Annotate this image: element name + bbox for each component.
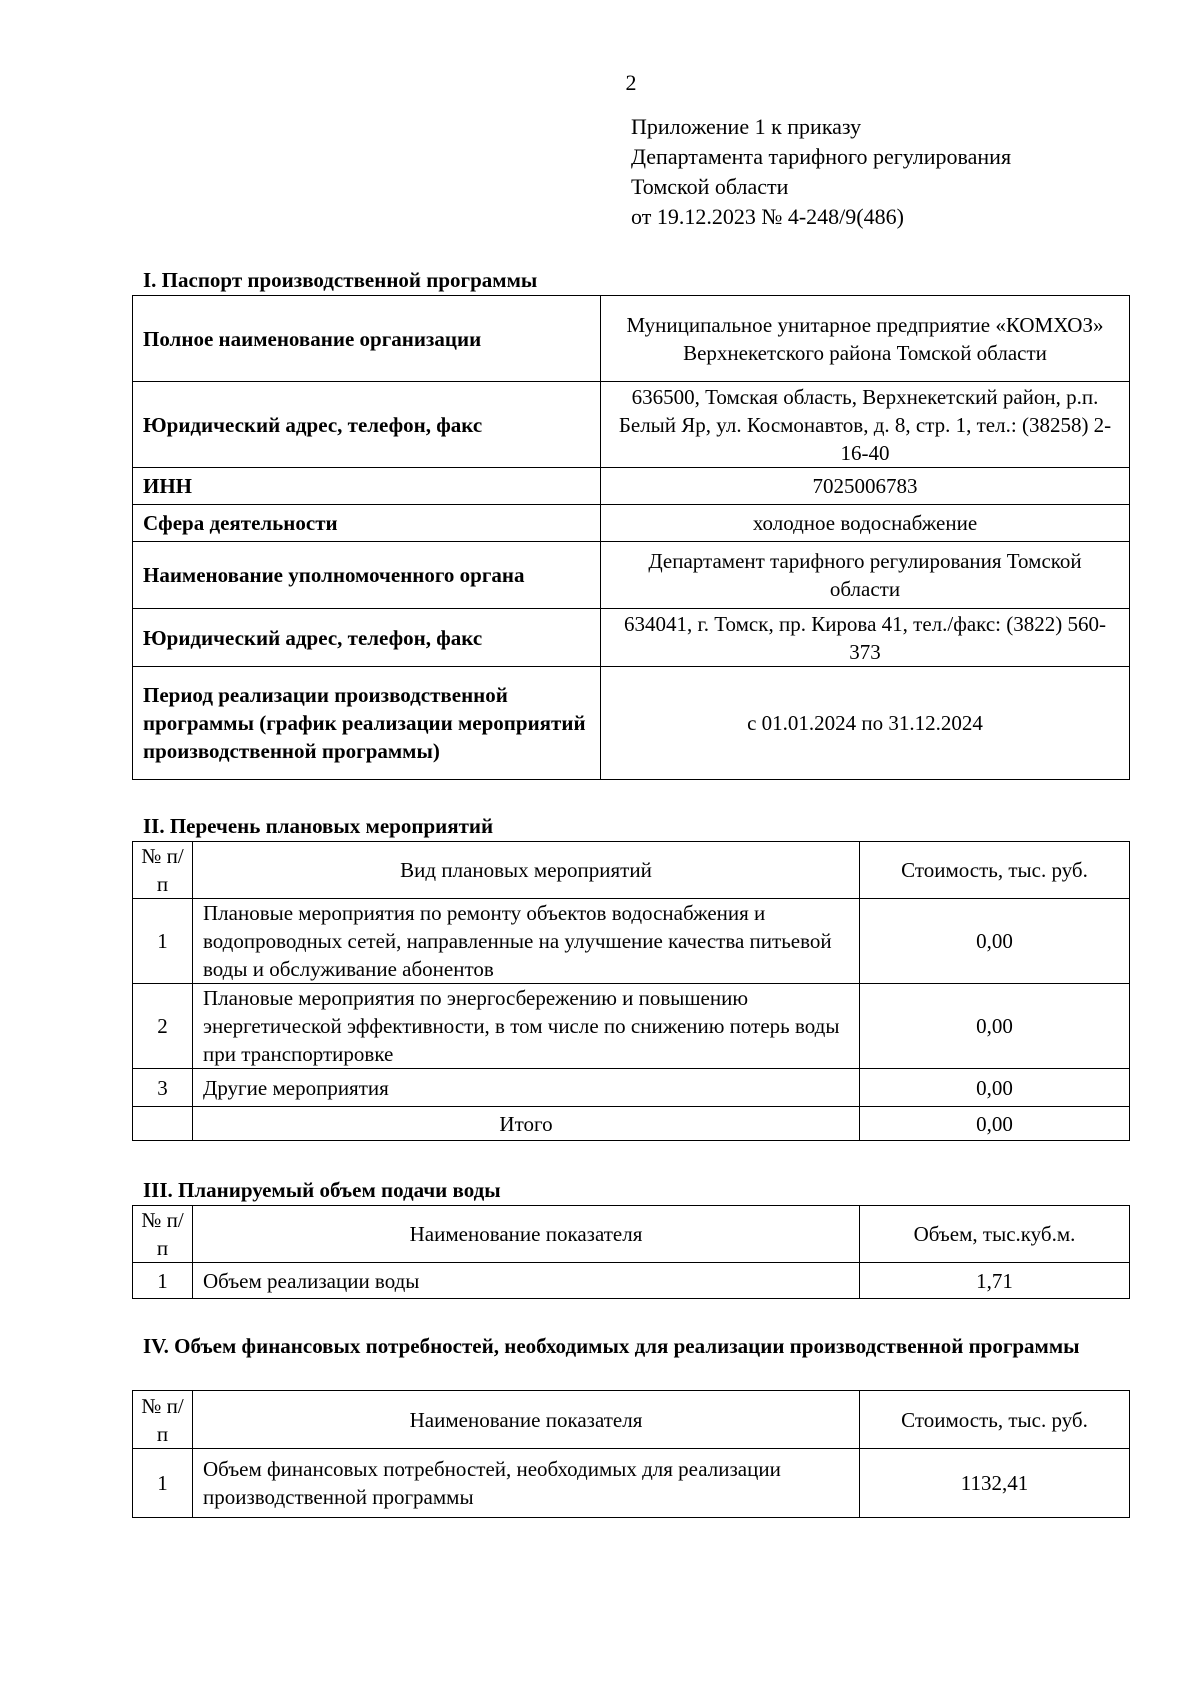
approval-line-1: Приложение 1 к приказу (631, 114, 862, 139)
table-row (133, 1263, 1130, 1299)
passport-row (133, 468, 1130, 505)
passport-row (133, 667, 1130, 780)
passport-table (132, 295, 1130, 780)
header-name: Наименование показателя (193, 1206, 860, 1263)
activities-table (132, 841, 1130, 1141)
financial-needs-table (132, 1390, 1130, 1518)
total-value: 0,00 (860, 1107, 1130, 1141)
passport-value: 7025006783 (601, 468, 1130, 505)
table-row (133, 984, 1130, 1069)
passport-value: с 01.01.2024 по 31.12.2024 (601, 667, 1130, 780)
header-name: Наименование показателя (193, 1391, 860, 1449)
row-cost: 0,00 (860, 1069, 1130, 1107)
passport-row (133, 505, 1130, 542)
row-volume: 1,71 (860, 1263, 1130, 1299)
row-name: Другие мероприятия (193, 1069, 860, 1107)
table-row (133, 899, 1130, 984)
passport-value: Департамент тарифного регулирования Томской области (601, 542, 1130, 609)
total-label: Итого (193, 1107, 860, 1141)
row-num: 1 (133, 1449, 193, 1518)
passport-label: Сфера деятельности (133, 505, 601, 542)
page-number: 2 (625, 70, 637, 95)
table-header-row (133, 1391, 1130, 1449)
section-3-title: III. Планируемый объем подачи воды (143, 1178, 501, 1202)
passport-label: Наименование уполномоченного органа (133, 542, 601, 609)
table-row (133, 1449, 1130, 1518)
table-header-row (133, 1206, 1130, 1263)
row-num: 3 (133, 1069, 193, 1107)
header-num: № п/п (133, 1206, 193, 1263)
total-empty-cell (133, 1107, 193, 1141)
header-cost: Стоимость, тыс. руб. (860, 1391, 1130, 1449)
passport-value: Муниципальное унитарное предприятие «КОМХОЗ» Верхнекетского района Томской области (601, 296, 1130, 382)
row-name: Плановые мероприятия по энергосбережению и повышению энергетической эффективности, в том числе по снижению потерь воды при транспортировке (193, 984, 860, 1069)
header-num: № п/п (133, 1391, 193, 1449)
row-num: 1 (133, 1263, 193, 1299)
section-4-title: IV. Объем финансовых потребностей, необходимых для реализации производственной программы (143, 1334, 1080, 1358)
section-2-title: II. Перечень плановых мероприятий (143, 814, 494, 838)
total-row (133, 1107, 1130, 1141)
header-name: Вид плановых мероприятий (193, 842, 860, 899)
row-num: 1 (133, 899, 193, 984)
passport-value: холодное водоснабжение (601, 505, 1130, 542)
section-1-title: I. Паспорт производственной программы (143, 268, 538, 292)
row-cost: 0,00 (860, 899, 1130, 984)
passport-row (133, 382, 1130, 468)
approval-block (631, 112, 1011, 232)
passport-label: Период реализации производственной программы (график реализации мероприятий производственной программы) (133, 667, 601, 780)
approval-line-4: от 19.12.2023 № 4-248/9(486) (631, 204, 904, 229)
passport-value: 636500, Томская область, Верхнекетский район, р.п. Белый Яр, ул. Космонавтов, д. 8, стр. 1, тел.: (38258) 2-16-40 (601, 382, 1130, 468)
row-name: Плановые мероприятия по ремонту объектов водоснабжения и водопроводных сетей, направленные на улучшение качества питьевой воды и обслуживание абонентов (193, 899, 860, 984)
table-row (133, 1069, 1130, 1107)
approval-line-3: Томской области (631, 174, 789, 199)
header-volume: Объем, тыс.куб.м. (860, 1206, 1130, 1263)
passport-label: ИНН (133, 468, 601, 505)
row-cost: 0,00 (860, 984, 1130, 1069)
passport-value: 634041, г. Томск, пр. Кирова 41, тел./факс: (3822) 560-373 (601, 609, 1130, 667)
row-num: 2 (133, 984, 193, 1069)
approval-line-2: Департамента тарифного регулирования (631, 144, 1012, 169)
table-header-row (133, 842, 1130, 899)
row-name: Объем финансовых потребностей, необходимых для реализации производственной программы (193, 1449, 860, 1518)
water-volume-table (132, 1205, 1130, 1299)
header-num: № п/п (133, 842, 193, 899)
passport-label: Полное наименование организации (133, 296, 601, 382)
header-cost: Стоимость, тыс. руб. (860, 842, 1130, 899)
row-name: Объем реализации воды (193, 1263, 860, 1299)
passport-row (133, 609, 1130, 667)
passport-row (133, 296, 1130, 382)
passport-label: Юридический адрес, телефон, факс (133, 382, 601, 468)
passport-row (133, 542, 1130, 609)
passport-label: Юридический адрес, телефон, факс (133, 609, 601, 667)
row-cost: 1132,41 (860, 1449, 1130, 1518)
